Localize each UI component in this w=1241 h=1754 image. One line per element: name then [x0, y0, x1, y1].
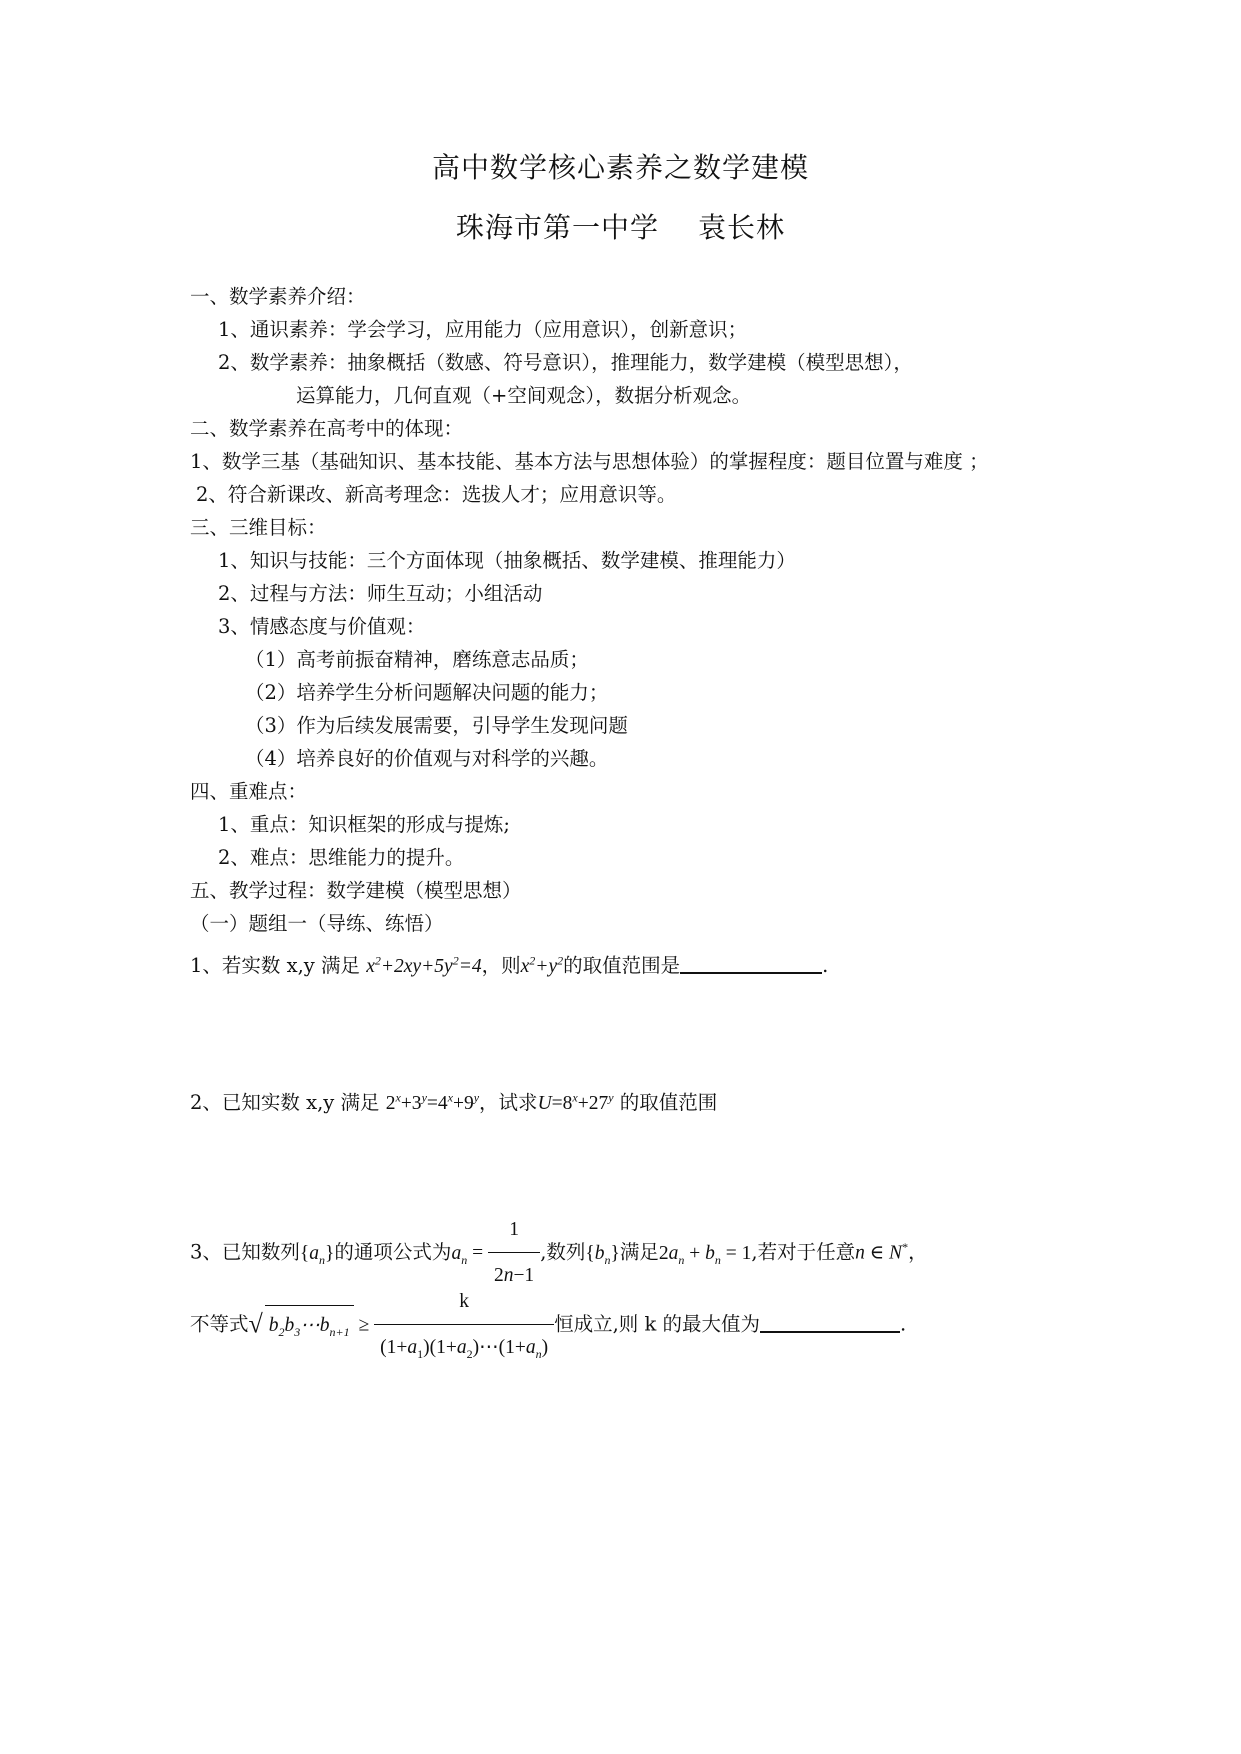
question-1-end: .	[822, 954, 829, 977]
question-1-expression: $x^2+y^2$	[520, 953, 564, 977]
section-3-sub-3: （3）作为后续发展需要，引导学生发现问题	[245, 714, 628, 737]
section-4-heading: 四、重难点：	[190, 780, 308, 803]
section-2-heading: 二、数学素养在高考中的体现：	[190, 417, 464, 440]
question-3-line-1: 3、已知数列$\{a_n\}$的通项公式为$a_n$ = $\frac{1}{2n-1}$ ,数列$\{b_n\}$满足$2a_n + b_n = 1$,若对于任意n ∈ N*，	[190, 1210, 928, 1296]
question-2-prefix: 2、已知实数 x,y 满足	[190, 1091, 380, 1114]
question-3-t4: ,若对于任意	[751, 1240, 856, 1264]
section-5-group: （一）题组一（导练、练悟）	[190, 912, 444, 935]
question-3-t1: 的通项公式为	[334, 1240, 452, 1264]
section-4-item-1: 1、重点：知识框架的形成与提炼;	[218, 813, 510, 836]
document-author: 珠海市第一中学 袁长林	[456, 211, 785, 244]
question-1-equation: $x^2+2xy+5y^2=4$	[366, 953, 482, 977]
question-2	[190, 1090, 717, 1117]
question-3-line-2-mid: 恒成立,则 k 的最大值为	[554, 1312, 761, 1336]
question-2-expression: $U=8^x+27^y$	[537, 1090, 614, 1114]
question-1	[190, 952, 828, 980]
sequence-a: $\{a_n\}$	[299, 1242, 335, 1267]
radical-sign: √	[248, 1309, 263, 1339]
question-2-equation: $2^x+3^y=4^x+9^y$	[385, 1090, 480, 1114]
question-3-prefix: 3、已知数列	[190, 1240, 300, 1264]
question-3-t2: ,数列	[540, 1240, 586, 1264]
question-1-suffix: 的取值范围是	[563, 954, 681, 977]
question-3-t5: ，	[908, 1240, 928, 1264]
section-3-item-3: 3、情感态度与价值观：	[218, 615, 426, 638]
formula-a-n: $a_n$	[451, 1242, 468, 1267]
section-3-item-2: 2、过程与方法：师生互动；小组活动	[218, 582, 543, 605]
relation-a-b: $2a_n + b_n = 1$	[658, 1242, 752, 1267]
section-1-item-2: 2、数学素养：抽象概括（数感、符号意识），推理能力，数学建模（模型思想），	[218, 351, 913, 374]
section-5-heading: 五、教学过程：数学建模（模型思想）	[190, 879, 522, 902]
fraction-formula: $\frac{1}{2n-1}$	[488, 1210, 540, 1296]
question-2-suffix: 的取值范围	[619, 1091, 718, 1114]
question-3-t3: 满足	[619, 1240, 659, 1264]
section-3-item-1: 1、知识与技能：三个方面体现（抽象概括、数学建模、推理能力）	[218, 549, 796, 572]
section-3-heading: 三、三维目标：	[190, 516, 327, 539]
question-3-end: .	[900, 1312, 907, 1336]
question-3-line-2: 不等式√ $b_2b_3\cdots b_{n+1}$ ≥ $\frac{k}{(1+a_1)(1+a_2)\cdots(1+a_n)}$ 恒成立,则 k 的最大值为 .	[190, 1282, 906, 1368]
condition-n: n	[855, 1242, 865, 1264]
inequality-fraction: $\frac{k}{(1+a_1)(1+a_2)\cdots(1+a_n)}$	[374, 1282, 554, 1368]
question-1-mid: ，则	[481, 954, 521, 977]
section-1-item-1: 1、通识素养：学会学习，应用能力（应用意识），创新意识；	[218, 318, 748, 341]
section-1-heading: 一、数学素养介绍：	[190, 285, 366, 308]
section-2-item-2: 2、符合新课改、新高考理念：选拔人才；应用意识等。	[196, 483, 677, 506]
answer-blank[interactable]	[760, 1311, 900, 1333]
section-3-sub-2: （2）培养学生分析问题解决问题的能力；	[245, 681, 609, 704]
question-1-prefix: 1、若实数 x,y 满足	[190, 954, 361, 977]
question-3-line-2-prefix: 不等式	[190, 1312, 249, 1336]
question-2-mid: ，试求	[479, 1091, 538, 1114]
answer-blank[interactable]	[680, 952, 822, 974]
product-under-root: $b_2b_3\cdots b_{n+1}$	[265, 1305, 354, 1346]
section-1-item-2-cont: 运算能力，几何直观（+空间观念），数据分析观念。	[296, 384, 752, 407]
sequence-b: $\{b_n\}$	[585, 1242, 620, 1267]
document-title: 高中数学核心素养之数学建模	[431, 151, 809, 184]
section-2-item-1: 1、数学三基（基础知识、基本技能、基本方法与思想体验）的掌握程度：题目位置与难度 ；	[190, 450, 989, 473]
section-3-sub-4: （4）培养良好的价值观与对科学的兴趣。	[245, 747, 609, 770]
section-4-item-2: 2、难点：思维能力的提升。	[218, 846, 465, 869]
section-3-sub-1: （1）高考前振奋精神，磨练意志品质；	[245, 648, 589, 671]
